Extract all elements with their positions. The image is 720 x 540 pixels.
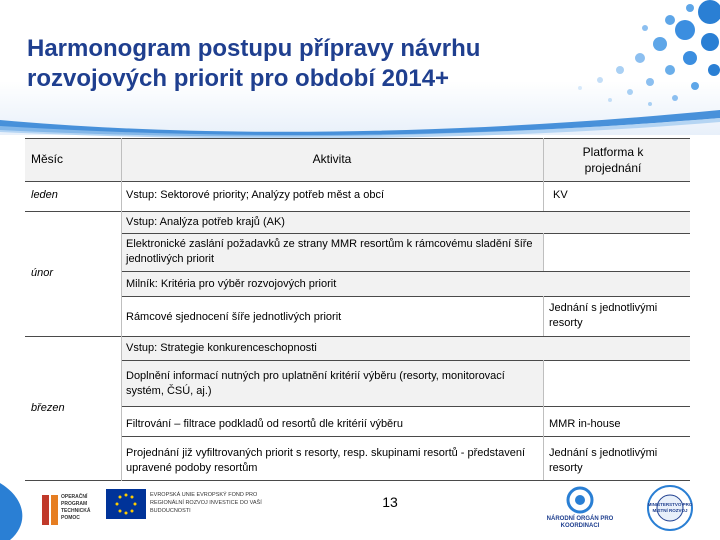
page-title bbox=[27, 34, 547, 94]
month-january: leden bbox=[31, 189, 58, 201]
table-row-activity: Elektronické zaslání požadavků ze strany MMR resortům k rámcovému sladění šíře jednotlivých priorit bbox=[126, 238, 533, 265]
table-row-activity: Vstup: Sektorové priority; Analýzy potřeb měst a obcí bbox=[126, 189, 385, 201]
header-platform: Platforma k projednání bbox=[582, 145, 644, 175]
title-line-1: Harmonogram postupu přípravy návrhu bbox=[27, 35, 481, 62]
table-rule bbox=[121, 271, 690, 272]
table-row-platform: Jednání s jednotlivými resorty bbox=[549, 302, 658, 329]
header-month: Měsíc bbox=[31, 152, 64, 166]
table-rule bbox=[121, 360, 690, 361]
header-activity: Aktivita bbox=[312, 152, 352, 166]
title-line-2: rozvojových priorit pro období 2014+ bbox=[27, 65, 450, 92]
month-march: březen bbox=[31, 402, 65, 414]
page-number: 13 bbox=[382, 494, 398, 510]
footer-swoosh bbox=[0, 483, 40, 540]
table-rule bbox=[25, 181, 690, 182]
optp-logo bbox=[42, 492, 100, 528]
column-divider bbox=[543, 233, 544, 271]
table-row-platform: MMR in-house bbox=[549, 418, 621, 430]
month-february: únor bbox=[31, 267, 54, 279]
nok-logo-text: NÁRODNÍ ORGÁN PRO KOORDINACI bbox=[546, 516, 614, 529]
mmr-logo-text: MINISTERSTVO PRO MÍSTNÍ ROZVOJ bbox=[647, 502, 693, 513]
table-rule bbox=[25, 211, 690, 212]
table-rule bbox=[121, 296, 690, 297]
table-rule bbox=[121, 233, 690, 234]
footer bbox=[0, 483, 720, 540]
column-divider bbox=[121, 138, 122, 481]
mmr-logo bbox=[640, 483, 700, 533]
column-divider bbox=[543, 360, 544, 480]
header-swoosh bbox=[0, 110, 720, 140]
table-rule bbox=[25, 336, 690, 337]
optp-logo-text: OPERAČNÍ PROGRAM TECHNICKÁ POMOC bbox=[61, 494, 91, 521]
table-row-platform: KV bbox=[553, 189, 568, 201]
column-divider bbox=[543, 138, 544, 211]
decorative-dots bbox=[530, 0, 720, 110]
table-row-activity: Projednání již vyfiltrovaných priorit s resorty, resp. skupinami resortů - představení upravené podoby resortům bbox=[126, 447, 526, 474]
table-row-activity: Filtrování – filtrace podkladů od resortů dle kritérií výběru bbox=[126, 418, 403, 430]
table-row-activity: Doplnění informací nutných pro uplatnění kritérií výběru (resorty, monitorovací systém, ČSÚ, aj.) bbox=[126, 370, 505, 397]
table-rule bbox=[121, 436, 690, 437]
column-divider bbox=[543, 296, 544, 336]
optp-logo-icon bbox=[42, 495, 58, 525]
table-row-activity: Rámcové sjednocení šíře jednotlivých priorit bbox=[126, 311, 342, 323]
eu-flag bbox=[106, 489, 146, 519]
table-rule bbox=[25, 138, 690, 139]
nok-logo-icon bbox=[555, 485, 605, 515]
table-row-activity: Vstup: Strategie konkurenceschopnosti bbox=[126, 342, 317, 354]
eu-stars-icon bbox=[106, 489, 146, 519]
table-rule bbox=[121, 406, 690, 407]
table-row-activity: Milník: Kritéria pro výběr rozvojových priorit bbox=[126, 278, 337, 290]
schedule-table bbox=[25, 138, 690, 481]
table-row-platform: Jednání s jednotlivými resorty bbox=[549, 447, 658, 474]
eu-logo-text: EVROPSKÁ UNIE EVROPSKÝ FOND PRO REGIONÁLNÍ ROZVOJ INVESTICE DO VAŠÍ BUDOUCNOSTI bbox=[150, 492, 262, 514]
table-rule bbox=[25, 480, 690, 481]
table-row-activity: Vstup: Analýza potřeb krajů (AK) bbox=[126, 216, 285, 228]
